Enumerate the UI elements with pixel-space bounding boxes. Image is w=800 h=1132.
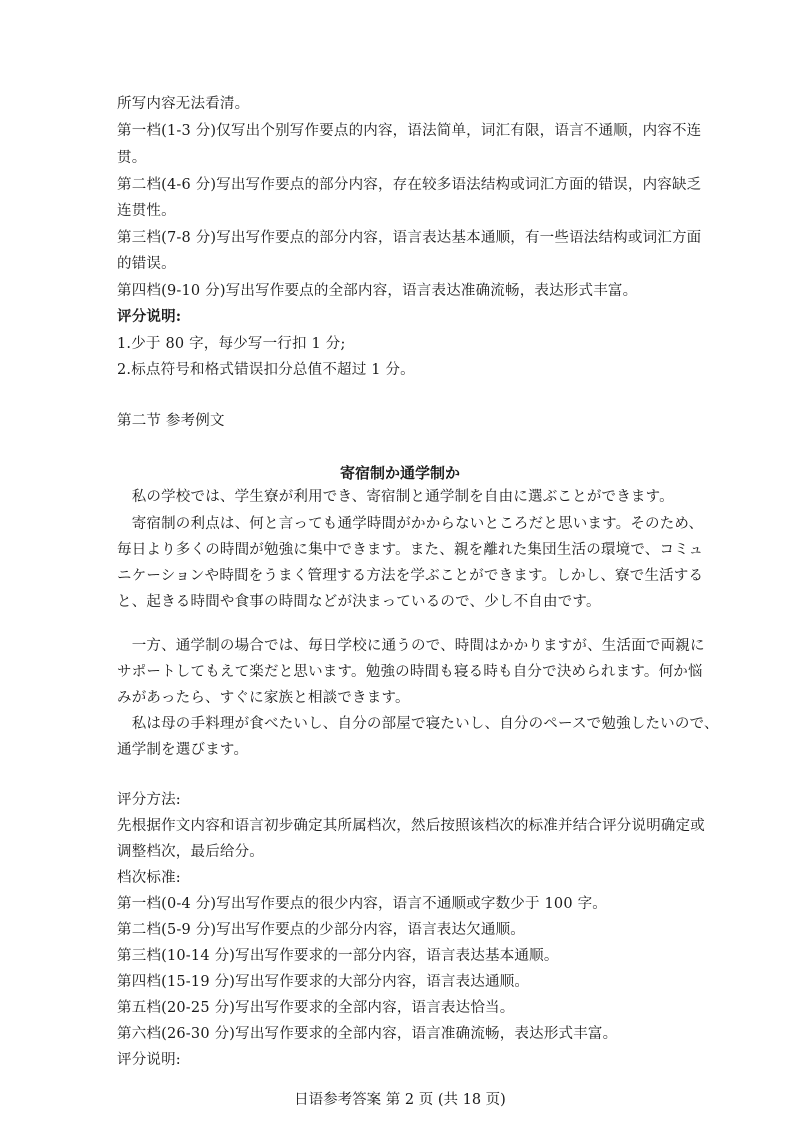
essay-line: 一方、通学制の場合では、毎日学校に通うので、時間はかかりますが、生活面で両親に xyxy=(117,638,705,654)
method-line: 先根据作文内容和语言初步确定其所属档次，然后按照该档次的标准并结合评分说明确定或 xyxy=(117,818,705,834)
rubric-line: 第二档(4-6 分)写出写作要点的部分内容，存在较多语法结构或词汇方面的错误，内容缺乏 xyxy=(117,177,702,193)
rubric-line: 贯。 xyxy=(117,150,147,166)
essay-line: 私の学校では、学生寮が利用でき、寄宿制と通学制を自由に選ぶことができます。 xyxy=(117,489,674,505)
essay-line: ニケーションや時間をうまく管理する方法を学ぶことができます。しかし、寮で生活する xyxy=(117,568,704,584)
rubric-line: 第四档(9-10 分)写出写作要点的全部内容，语言表达准确流畅，表达形式丰富。 xyxy=(117,283,638,299)
standard-line: 第五档(20-25 分)写出写作要求的全部内容，语言表达恰当。 xyxy=(117,1000,515,1016)
standard-line: 第二档(5-9 分)写出写作要点的少部分内容，语言表达欠通顺。 xyxy=(117,922,525,938)
essay-line: 通学制を選びます。 xyxy=(117,742,249,758)
method-line: 调整档次，最后给分。 xyxy=(117,844,264,860)
essay-title: 寄宿制か通学制か xyxy=(339,464,460,482)
standard-line: 第一档(0-4 分)写出写作要点的很少内容，语言不通顺或字数少于 100 字。 xyxy=(117,896,607,912)
rubric-line: 第三档(7-8 分)写出写作要点的部分内容，语言表达基本通顺，有一些语法结构或词汇方面 xyxy=(117,230,702,246)
rubric-line: 第一档(1-3 分)仅写出个别写作要点的内容，语法简单，词汇有限，语言不通顺，内容不连 xyxy=(117,123,702,139)
essay-line: 毎日より多くの時間が勉強に集中できます。また、親を離れた集団生活の環境で、コミュ xyxy=(117,542,704,558)
standard-line: 第三档(10-14 分)写出写作要求的一部分内容，语言表达基本通顺。 xyxy=(117,948,559,964)
section-heading: 第二节 参考例文 xyxy=(117,413,225,429)
essay-line: と、起きる時間や食事の時間などが決まっているので、少し不自由です。 xyxy=(117,594,601,610)
standard-heading: 档次标准: xyxy=(117,870,181,886)
rubric-line: 的错误。 xyxy=(117,256,176,272)
notes-heading: 评分说明: xyxy=(117,1052,181,1068)
essay-line: みがあったら、すぐに家族と相談できます。 xyxy=(117,690,410,706)
method-heading: 评分方法: xyxy=(117,792,181,808)
standard-line: 第六档(26-30 分)写出写作要求的全部内容，语言准确流畅，表达形式丰富。 xyxy=(117,1026,618,1042)
notes-heading: 评分说明: xyxy=(117,308,182,325)
essay-line: 寄宿制の利点は、何と言っても通学時間がかからないところだと思います。そのため、 xyxy=(117,516,704,532)
rubric-line: 所写内容无法看清。 xyxy=(117,96,250,112)
note-item: 1.少于 80 字，每少写一行扣 1 分; xyxy=(117,336,346,352)
page-footer: 日语参考答案 第 2 页 (共 18 页) xyxy=(294,1092,506,1108)
essay-line: 私は母の手料理が食べたいし、自分の部屋で寝たいし、自分のペースで勉強したいので、 xyxy=(117,716,719,732)
note-item: 2.标点符号和格式错误扣分总值不超过 1 分。 xyxy=(117,362,415,378)
rubric-line: 连贯性。 xyxy=(117,203,176,219)
essay-line: サポートしてもえて楽だと思います。勉強の時間も寝る時も自分で決められます。何か悩 xyxy=(117,664,703,680)
standard-line: 第四档(15-19 分)写出写作要求的大部分内容，语言表达通顺。 xyxy=(117,974,530,990)
